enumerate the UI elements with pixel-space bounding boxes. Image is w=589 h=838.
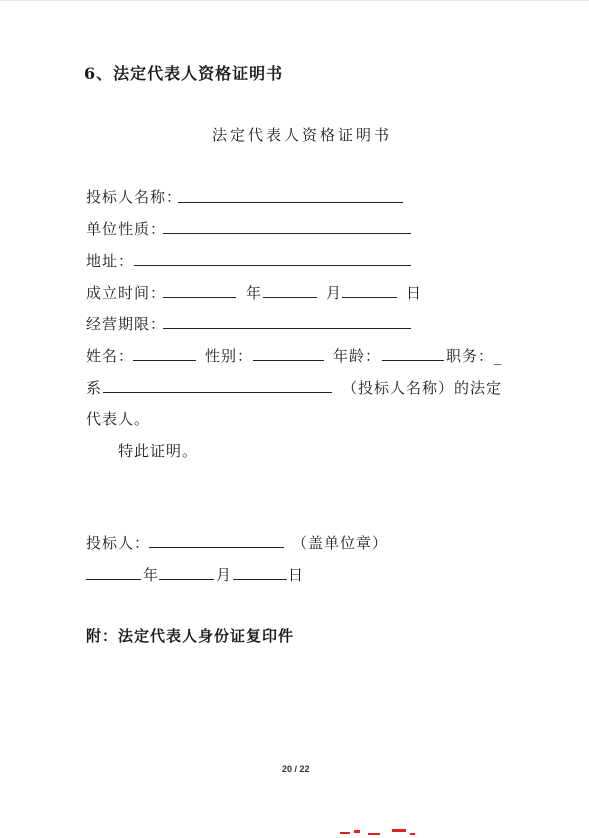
signature-day-blank [233,579,287,580]
name-label: 姓名： [86,347,135,365]
term-label: 经营期限： [86,315,167,333]
seal-label: （盖单位章） [292,534,389,552]
section-heading: 6、法定代表人资格证明书 [84,64,284,83]
signature-year-blank [86,579,141,580]
established-month-label: 月 [326,284,343,302]
certify-text: 特此证明。 [118,442,199,460]
gender-label: 性别： [205,347,254,365]
unit-nature-label: 单位性质： [86,220,167,238]
established-day-blank [342,297,397,298]
gender-blank [253,360,324,361]
page-number: 20 / 22 [282,764,310,774]
relation-blank [103,392,332,393]
relation-continuation: 代表人。 [86,410,151,428]
address-blank [134,265,411,266]
established-year-blank [163,297,236,298]
attachment-note: 附：法定代表人身份证复印件 [86,627,295,645]
established-month-blank [263,297,317,298]
signature-bidder-blank [149,547,284,548]
relation-suffix: （投标人名称）的法定 [342,379,503,397]
signature-bidder-label: 投标人： [86,534,151,552]
bidder-name-label: 投标人名称： [86,188,183,206]
unit-nature-blank [163,233,411,234]
age-blank [382,360,444,361]
scan-edge [0,0,589,1]
address-label: 地址： [86,252,135,270]
bidder-name-blank [178,202,403,203]
signature-year-label: 年 [143,566,160,584]
relation-prefix: 系 [86,379,103,397]
term-blank [163,328,411,329]
signature-month-blank [159,579,214,580]
position-label: 职务：_ [446,347,503,365]
document-title: 法定代表人资格证明书 [212,126,393,144]
signature-day-label: 日 [288,566,305,584]
established-year-label: 年 [246,284,263,302]
age-label: 年龄： [333,347,382,365]
established-day-label: 日 [406,284,423,302]
signature-month-label: 月 [216,566,233,584]
name-blank [133,360,196,361]
established-label: 成立时间： [86,284,167,302]
